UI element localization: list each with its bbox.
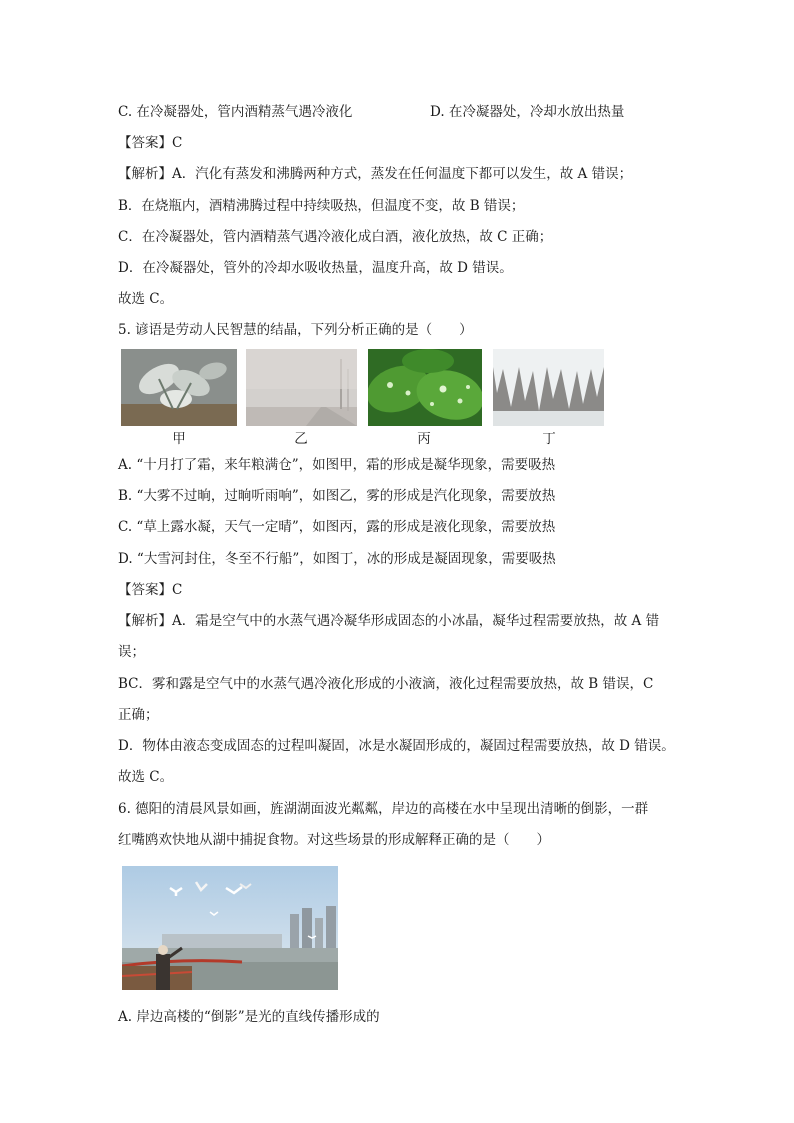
q5-option-b: B. “大雾不过晌，过晌听雨响”，如图乙，雾的形成是汽化现象，需要放热 [118,488,556,504]
q5-analysis-d: D．物体由液态变成固态的过程叫凝固，冰是水凝固形成的，凝固过程需要放热，故 D 错误。 [118,738,675,754]
q4-answer: 【答案】C [118,135,183,151]
frost-image [121,349,237,426]
q5-analysis-bc-cont: 正确； [118,707,159,723]
q5-analysis-a-cont: 误； [118,644,145,660]
q5-answer: 【答案】C [118,582,183,598]
q6-option-a: A. 岸边高楼的“倒影”是光的直线传播形成的 [118,1009,380,1025]
caption-yi: 乙 [294,431,308,447]
q6-stem-line2: 红嘴鸥欢快地从湖中捕捉食物。对这些场景的形成解释正确的是（ ） [118,832,550,848]
q5-stem: 5. 谚语是劳动人民智慧的结晶，下列分析正确的是（ ） [118,322,473,338]
q4-conclusion: 故选 C。 [118,291,174,307]
caption-jia: 甲 [172,431,186,447]
q4-option-d: D. 在冷凝器处，冷却水放出热量 [430,104,625,120]
ice-image [493,349,604,426]
q5-option-d: D. “大雪河封住，冬至不行船”，如图丁，冰的形成是凝固现象，需要吸热 [118,551,556,567]
q4-option-c: C. 在冷凝器处，管内酒精蒸气遇冷液化 [118,104,353,120]
q4-analysis-a: 【解析】A．汽化有蒸发和沸腾两种方式，蒸发在任何温度下都可以发生，故 A 错误； [118,166,633,182]
q5-option-c: C. “草上露水凝，天气一定晴”，如图丙，露的形成是液化现象，需要放热 [118,519,556,535]
caption-bing: 丙 [417,431,431,447]
q5-analysis-bc: BC．雾和露是空气中的水蒸气遇冷液化形成的小液滴，液化过程需要放热，故 B 错误，C [118,676,654,692]
lake-gulls-image [122,866,338,990]
dew-image [368,349,482,426]
q5-analysis-a: 【解析】A．霜是空气中的水蒸气遇冷凝华形成固态的小冰晶，凝华过程需要放热，故 A 错 [118,613,660,629]
q5-option-a: A. “十月打了霜，来年粮满仓”，如图甲，霜的形成是凝华现象，需要吸热 [118,457,556,473]
q4-analysis-d: D．在冷凝器处，管外的冷却水吸收热量，温度升高，故 D 错误。 [118,260,513,276]
q4-analysis-c: C．在冷凝器处，管内酒精蒸气遇冷液化成白酒，液化放热，故 C 正确； [118,229,553,245]
fog-image [246,349,357,426]
q5-conclusion: 故选 C。 [118,769,174,785]
q4-analysis-b: B．在烧瓶内，酒精沸腾过程中持续吸热，但温度不变，故 B 错误； [118,198,525,214]
q6-stem-line1: 6. 德阳的清晨风景如画，旌湖湖面波光粼粼，岸边的高楼在水中呈现出清晰的倒影，一群 [118,801,649,817]
caption-ding: 丁 [542,431,556,447]
